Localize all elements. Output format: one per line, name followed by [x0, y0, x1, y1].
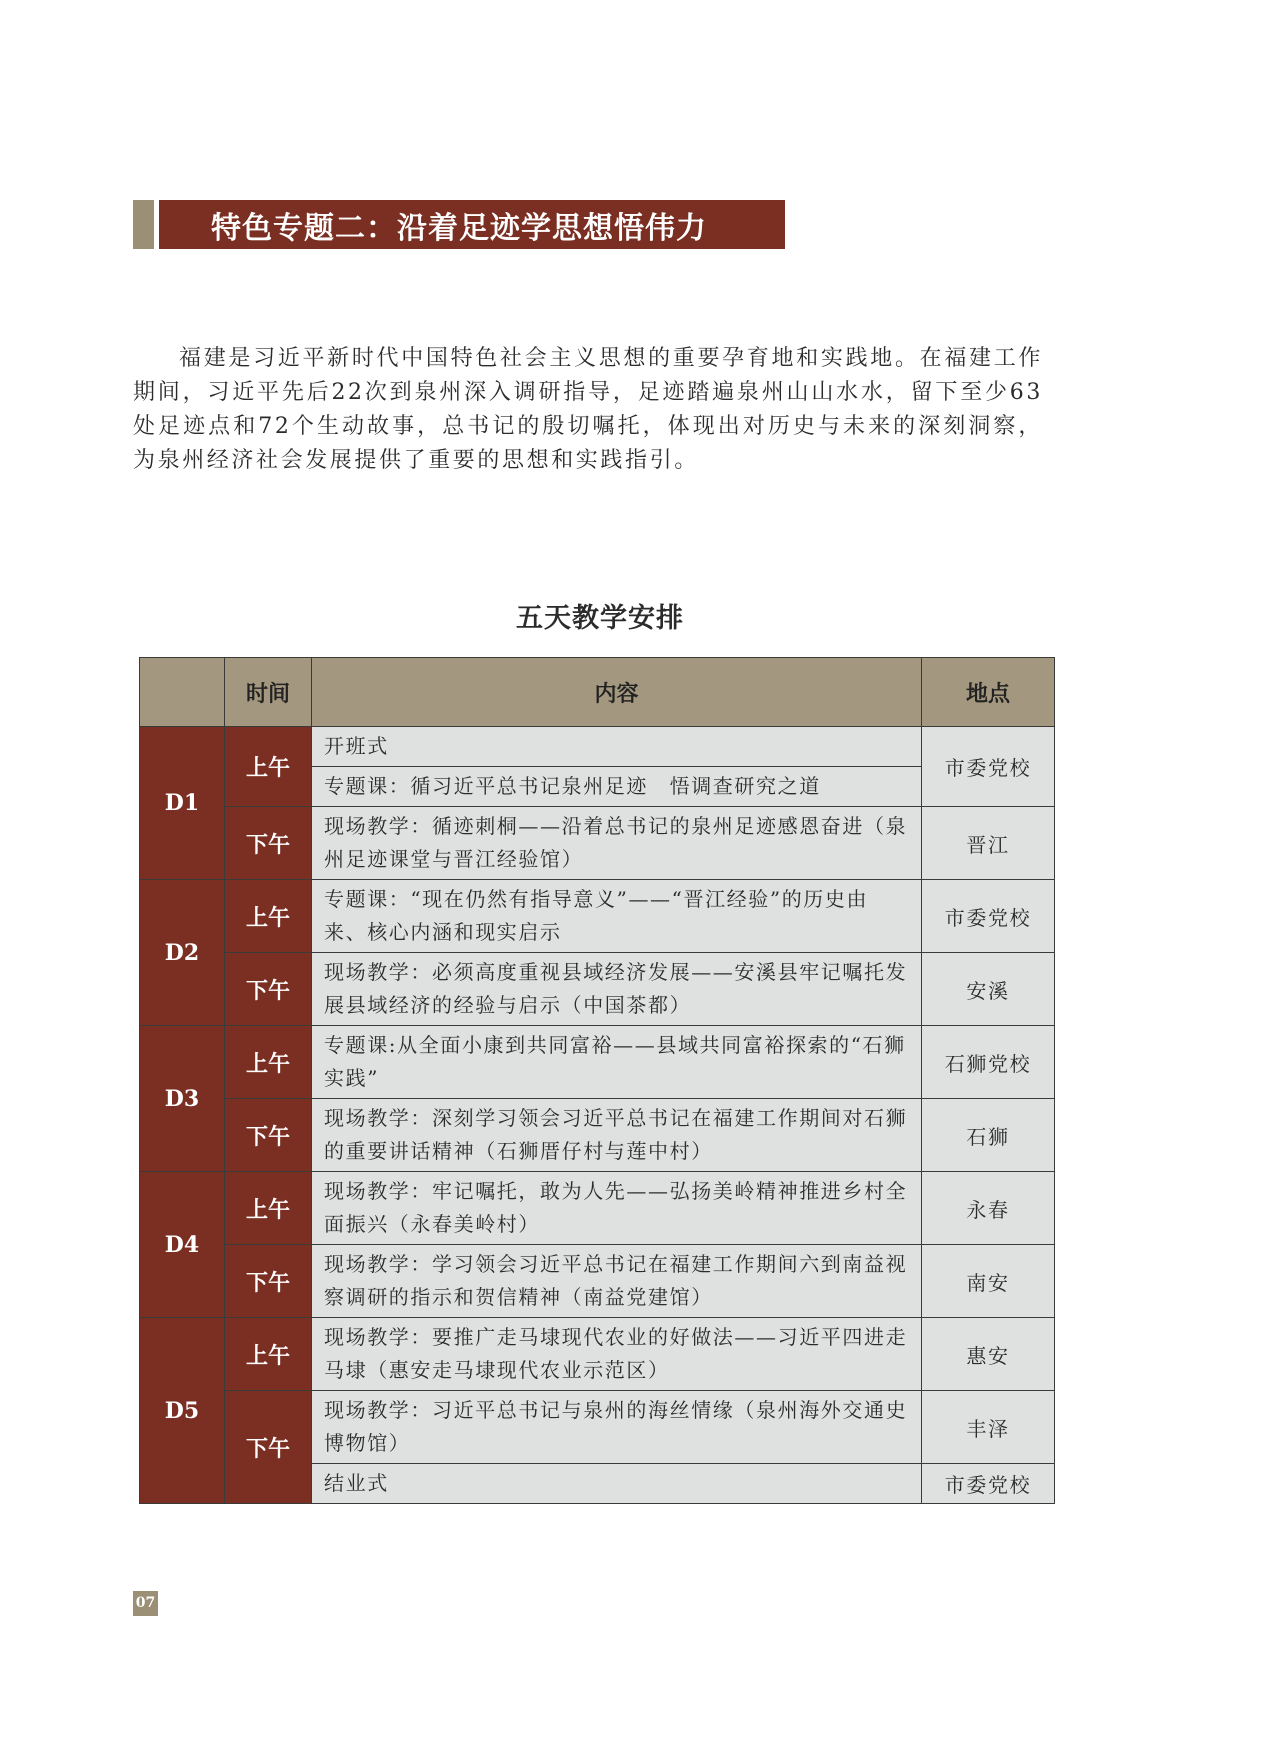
place-cell: 永春: [922, 1172, 1055, 1245]
content-cell: 现场教学：习近平总书记与泉州的海丝情缘（泉州海外交通史博物馆）: [312, 1391, 922, 1464]
header-place: 地点: [922, 658, 1055, 727]
slot-cell: 上午: [225, 1172, 312, 1245]
content-cell: 现场教学：牢记嘱托，敢为人先——弘扬美岭精神推进乡村全面振兴（永春美岭村）: [312, 1172, 922, 1245]
day-cell: D1: [140, 727, 225, 880]
table-row: [140, 1172, 1055, 1245]
content-cell: 开班式: [312, 727, 922, 767]
content-cell: 专题课:从全面小康到共同富裕——县域共同富裕探索的“石狮实践”: [312, 1026, 922, 1099]
table-row: [140, 1099, 1055, 1172]
day-cell: D2: [140, 880, 225, 1026]
table-row: [140, 807, 1055, 880]
intro-paragraph: 福建是习近平新时代中国特色社会主义思想的重要孕育地和实践地。在福建工作期间，习近平先后22次到泉州深入调研指导，足迹踏遍泉州山山水水，留下至少63处足迹点和72个生动故事，总书记的殷切嘱托，体现出对历史与未来的深刻洞察，为泉州经济社会发展提供了重要的思想和实践指引。: [133, 346, 1043, 473]
table-header-row: [140, 658, 1055, 727]
schedule-title: 五天教学安排: [516, 603, 684, 634]
slot-cell: 上午: [225, 727, 312, 807]
content-cell: 现场教学：学习领会习近平总书记在福建工作期间六到南益视察调研的指示和贺信精神（南益党建馆）: [312, 1245, 922, 1318]
table-row: [140, 953, 1055, 1026]
page-number: 07: [133, 1591, 158, 1616]
place-cell: 市委党校: [922, 880, 1055, 953]
content-cell: 现场教学：必须高度重视县域经济发展——安溪县牢记嘱托发展县域经济的经验与启示（中国茶都）: [312, 953, 922, 1026]
table-row: [140, 1318, 1055, 1391]
slot-cell: 下午: [225, 953, 312, 1026]
place-cell: 市委党校: [922, 727, 1055, 807]
slot-cell: 上午: [225, 1318, 312, 1391]
table-row: [140, 1391, 1055, 1464]
place-cell: 市委党校: [922, 1464, 1055, 1504]
place-cell: 安溪: [922, 953, 1055, 1026]
table-row: [140, 1245, 1055, 1318]
place-cell: 南安: [922, 1245, 1055, 1318]
place-cell: 晋江: [922, 807, 1055, 880]
schedule-table: [139, 657, 1055, 1504]
day-cell: D4: [140, 1172, 225, 1318]
place-cell: 石狮: [922, 1099, 1055, 1172]
place-cell: 石狮党校: [922, 1026, 1055, 1099]
slot-cell: 下午: [225, 807, 312, 880]
header-blank: [140, 658, 225, 727]
place-cell: 丰泽: [922, 1391, 1055, 1464]
table-row: [140, 1026, 1055, 1099]
slot-cell: 上午: [225, 1026, 312, 1099]
day-cell: D3: [140, 1026, 225, 1172]
slot-cell: 上午: [225, 880, 312, 953]
header-time: 时间: [225, 658, 312, 727]
content-cell: 现场教学：深刻学习领会习近平总书记在福建工作期间对石狮的重要讲话精神（石狮厝仔村与莲中村）: [312, 1099, 922, 1172]
content-cell: 专题课：“现在仍然有指导意义”——“晋江经验”的历史由来、核心内涵和现实启示: [312, 880, 922, 953]
content-cell: 专题课：循习近平总书记泉州足迹 悟调查研究之道: [312, 767, 922, 807]
day-cell: D5: [140, 1318, 225, 1504]
slot-cell: 下午: [225, 1099, 312, 1172]
section-header: [159, 200, 785, 249]
header-content: 内容: [312, 658, 922, 727]
content-cell: 结业式: [312, 1464, 922, 1504]
slot-cell: 下午: [225, 1391, 312, 1504]
content-cell: 现场教学：循迹刺桐——沿着总书记的泉州足迹感恩奋进（泉州足迹课堂与晋江经验馆）: [312, 807, 922, 880]
table-row: [140, 880, 1055, 953]
header-accent-bar: [133, 200, 154, 249]
section-title: 特色专题二：沿着足迹学思想悟伟力: [211, 210, 707, 246]
place-cell: 惠安: [922, 1318, 1055, 1391]
slot-cell: 下午: [225, 1245, 312, 1318]
table-row: [140, 727, 1055, 767]
content-cell: 现场教学：要推广走马埭现代农业的好做法——习近平四进走马埭（惠安走马埭现代农业示范区）: [312, 1318, 922, 1391]
